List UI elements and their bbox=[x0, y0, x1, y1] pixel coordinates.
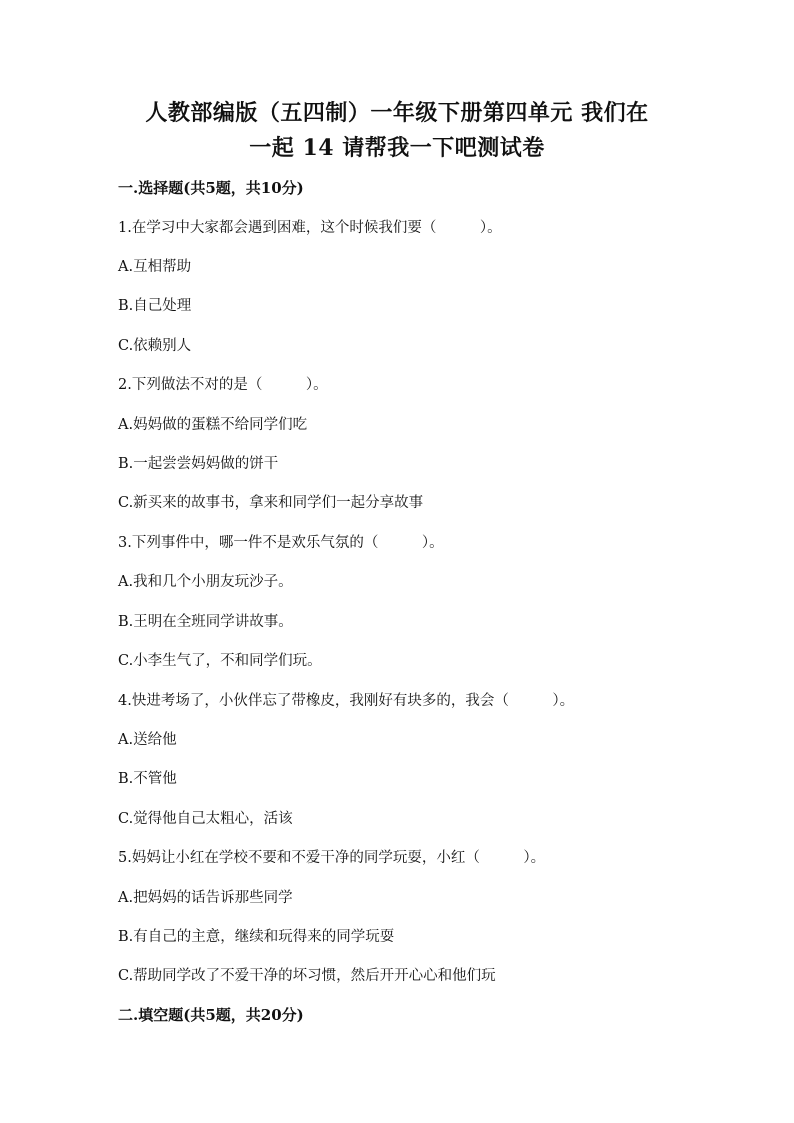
section-heading-fill-in: 二.填空题(共5题，共20分) bbox=[118, 1006, 304, 1024]
question-4-option-c: C.觉得他自己太粗心，活该 bbox=[118, 811, 293, 827]
question-5-option-c: C.帮助同学改了不爱干净的坏习惯，然后开开心心和他们玩 bbox=[118, 968, 496, 984]
question-3-option-a: A.我和几个小朋友玩沙子。 bbox=[118, 574, 293, 590]
question-4-option-b: B.不管他 bbox=[118, 771, 177, 787]
question-1-option-c: C.依赖别人 bbox=[118, 338, 192, 354]
question-3-option-c: C.小李生气了，不和同学们玩。 bbox=[118, 653, 322, 669]
question-1-option-b: B.自己处理 bbox=[118, 298, 192, 314]
question-3-option-b: B.王明在全班同学讲故事。 bbox=[118, 614, 293, 630]
question-3-stem: 3.下列事件中，哪一件不是欢乐气氛的（ ）。 bbox=[118, 535, 444, 551]
page-title-line-2: 一起 14 请帮我一下吧测试卷 bbox=[249, 135, 545, 161]
question-2-option-a: A.妈妈做的蛋糕不给同学们吃 bbox=[118, 417, 308, 433]
question-5-option-b: B.有自己的主意，继续和玩得来的同学玩耍 bbox=[118, 929, 395, 945]
question-4-option-a: A.送给他 bbox=[118, 732, 177, 748]
section-heading-choice: 一.选择题(共5题，共10分) bbox=[118, 179, 304, 197]
question-2-option-b: B.一起尝尝妈妈做的饼干 bbox=[118, 456, 279, 472]
question-5-stem: 5.妈妈让小红在学校不要和不爱干净的同学玩耍，小红（ ）。 bbox=[118, 850, 546, 866]
question-2-option-c: C.新买来的故事书，拿来和同学们一起分享故事 bbox=[118, 495, 424, 511]
question-1-stem: 1.在学习中大家都会遇到困难，这个时候我们要（ ）。 bbox=[118, 220, 502, 236]
question-4-stem: 4.快进考场了，小伙伴忘了带橡皮，我刚好有块多的，我会（ ）。 bbox=[118, 693, 575, 709]
page-title-line-1: 人教部编版（五四制）一年级下册第四单元 我们在 bbox=[145, 100, 649, 126]
question-1-option-a: A.互相帮助 bbox=[118, 259, 192, 275]
question-2-stem: 2.下列做法不对的是（ ）。 bbox=[118, 377, 328, 393]
question-5-option-a: A.把妈妈的话告诉那些同学 bbox=[118, 890, 293, 906]
